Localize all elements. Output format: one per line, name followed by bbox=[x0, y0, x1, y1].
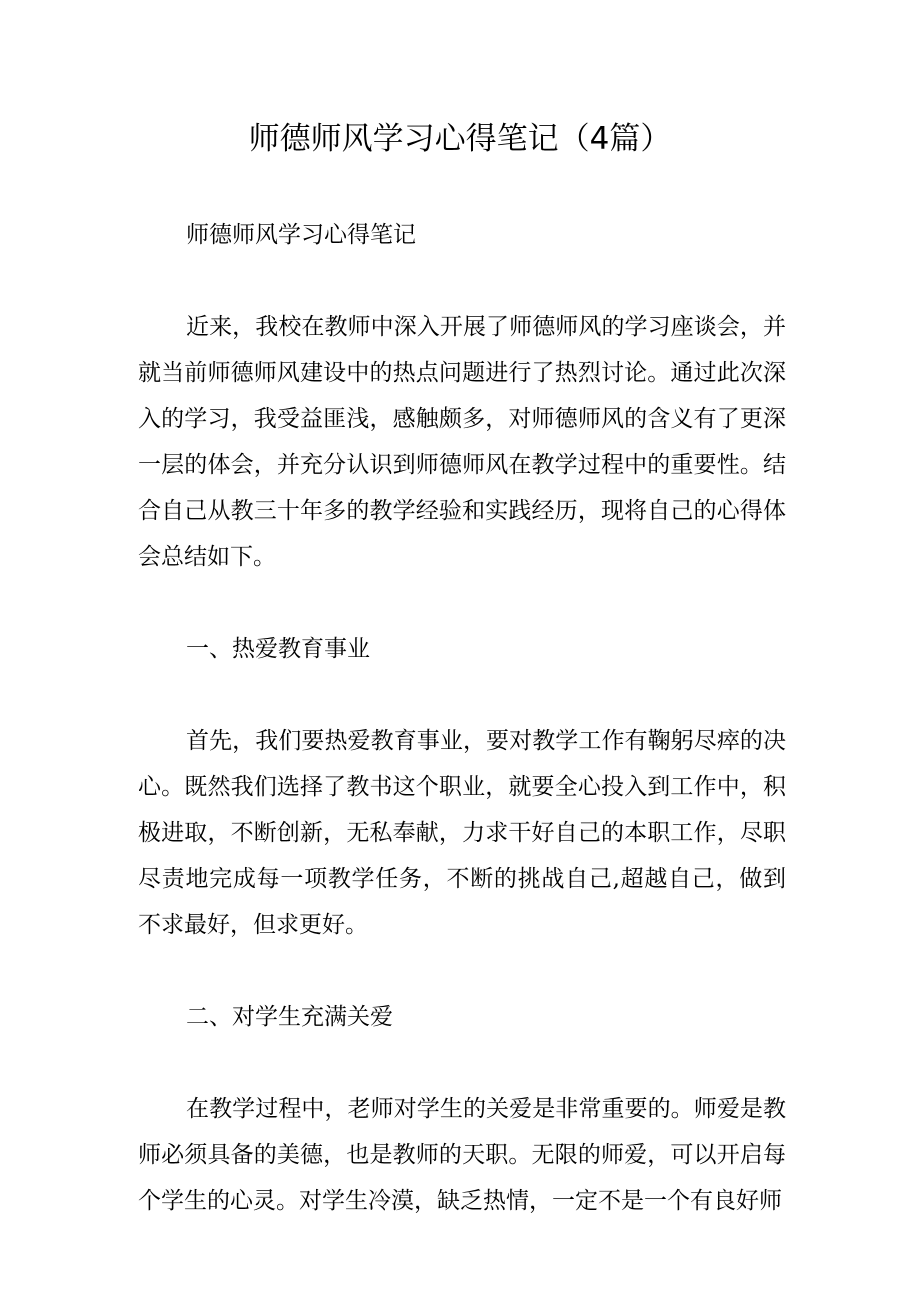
paragraph-spacer bbox=[138, 258, 786, 304]
section-heading-2: 二、对学生充满关爱 bbox=[186, 1004, 393, 1030]
document-title: 师德师风学习心得笔记（4篇） bbox=[248, 121, 672, 157]
section-1-paragraph: 首先，我们要热爱教育事业，要对教学工作有鞠躬尽瘁的决心。既然我们选择了教书这个职业，就要全心投入到工作中，积极进取，不断创新，无私奉献，力求干好自己的本职工作，尽职尽责地完成每一项教学任务，不断的挑战自己,超越自己，做到不求最好，但求更好。 bbox=[138, 728, 786, 938]
paragraph-spacer bbox=[138, 580, 786, 626]
section-2-paragraph: 在教学过程中，老师对学生的关爱是非常重要的。师爱是教师必须具备的美德，也是教师的天职。无限的师爱，可以开启每个学生的心灵。对学生冷漠，缺乏热情，一定不是一个有良好师 bbox=[138, 1096, 786, 1214]
paragraph-spacer bbox=[138, 948, 786, 994]
document-subtitle: 师德师风学习心得笔记 bbox=[186, 222, 416, 248]
intro-paragraph: 近来，我校在教师中深入开展了师德师风的学习座谈会，并就当前师德师风建设中的热点问题进行了热烈讨论。通过此次深入的学习，我受益匪浅，感触颇多，对师德师风的含义有了更深一层的体会，并充分认识到师德师风在教学过程中的重要性。结合自己从教三十年多的教学经验和实践经历，现将自己的心得体会总结如下。 bbox=[138, 314, 786, 570]
section-heading-1: 一、热爱教育事业 bbox=[186, 636, 370, 662]
paragraph-spacer bbox=[138, 1040, 786, 1086]
paragraph-spacer bbox=[138, 672, 786, 718]
document-body bbox=[138, 212, 786, 1224]
